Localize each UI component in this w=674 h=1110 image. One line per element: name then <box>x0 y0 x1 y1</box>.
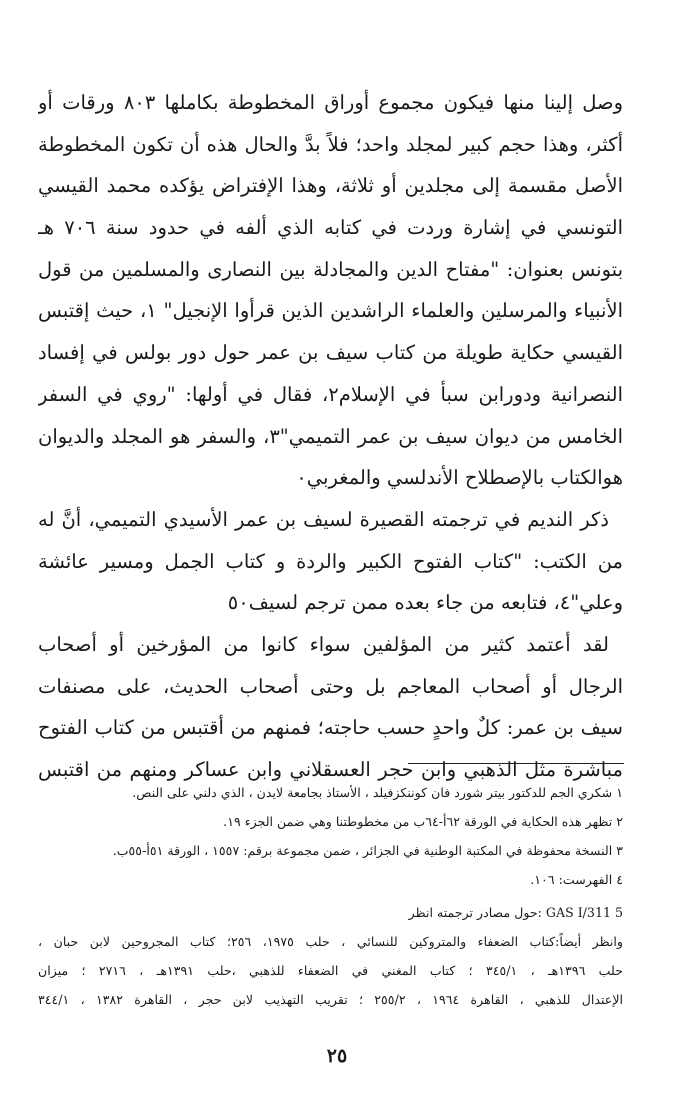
text-line: الرجال أو أصحاب المعاجم بل وحتى أصحاب الحديث، على مصنفات <box>38 674 623 698</box>
footnote-4: ٤ الفهرست: ١٠٦. <box>530 872 623 887</box>
footnote-1: ١ شكري الجم للدكتور بيتر شورد فان كوننكزفيلد ، الأستاذ بجامعة لايدن ، الذي دلني على النص. <box>132 785 623 800</box>
footnote-5-continued: حلب ١٣٩٦هـ ، ٣٤٥/١ ؛ كتاب المغني في الضعفاء للذهبي ،حلب ١٣٩١هـ ، ٢٧١٦ ؛ ميزان <box>38 963 623 978</box>
text-line: النصرانية ودورابن سبأ في الإسلام٢، فقال في أولها: "روي في السفر <box>38 382 623 406</box>
footnote-separator <box>408 763 624 764</box>
footnote-5-continued: وانظر أيضاً:كتاب الضعفاء والمتروكين للنسائي ، حلب ١٩٧٥، ٢٥٦؛ كتاب المجروحين لابن حبان ، <box>38 934 623 949</box>
text-line: بتونس بعنوان: "مفتاح الدين والمجادلة بين النصارى والمسلمين من قول <box>38 257 623 281</box>
text-line: لقد أعتمد كثير من المؤلفين سواء كانوا من المؤرخين أو أصحاب <box>38 632 609 656</box>
footnotes <box>38 778 623 1014</box>
text-line: سيف بن عمر: كلٌ واحدٍ حسب حاجته؛ فمنهم من أقتبس من كتاب الفتوح <box>38 716 623 740</box>
text-line: من الكتب: "كتاب الفتوح الكبير والردة و كتاب الجمل ومسير عائشة <box>38 549 623 573</box>
text-line: أكثر، وهذا حجم كبير لمجلد واحد؛ فلاً بدَّ والحال هذه أن تكون المخطوطة <box>38 132 623 156</box>
text-line: الأنبياء والمرسلين والعلماء الراشدين الذين قرأوا الإنجيل" ١، حيث إقتبس <box>38 299 623 323</box>
text-line: الأصل مقسمة إلى مجلدين أو ثلاثة، وهذا الإفتراض يؤكده محمد القيسي <box>38 174 623 198</box>
footnote-3: ٣ النسخة محفوظة في المكتبة الوطنية في الجزائر ، ضمن مجموعة برقم: ١٥٥٧ ، الورقة ٥١أ-٥٥ب. <box>112 843 623 858</box>
text-line: الخامس من ديوان سيف بن عمر التميمي"٣، والسفر هو المجلد والديوان <box>38 424 623 448</box>
text-line: وعلي"٤، فتابعه من جاء بعده ممن ترجم لسيف٥٠ <box>227 591 623 615</box>
text-line: ذكر النديم في ترجمته القصيرة لسيف بن عمر الأسيدي التميمي، أنَّ له <box>38 507 609 531</box>
page-number: ٢٥ <box>326 1045 348 1067</box>
text-line: مباشرة مثل الذهبي وابن حجر العسقلاني وابن عساكر ومنهم من اقتبس <box>38 758 623 781</box>
text-line: القيسي حكاية طويلة من كتاب سيف بن عمر حول دور بولس في إفساد <box>38 341 623 365</box>
text-line: وصل إلينا منها فيكون مجموع أوراق المخطوطة بكاملها ٨٠٣ ورقات أو <box>38 91 623 114</box>
body-text <box>38 82 623 791</box>
text-line: التونسي في إشارة وردت في كتابه الذي ألفه في حدود سنة ٧٠٦ هـ <box>38 216 623 240</box>
footnote-5-continued: الإعتدال للذهبي ، القاهرة ١٩٦٤ ، ٢٥٥/٢ ؛ تقريب التهذيب لابن حجر ، القاهرة ١٣٨٢ ، ٣٤٤/١ <box>38 992 623 1007</box>
footnote-5: 5 GAS I/311 :حول مصادر ترجمته انظر <box>408 905 623 920</box>
footnote-2: ٢ تظهر هذه الحكاية في الورقة ٦٢أ-٦٤ب من مخطوطتنا وهي ضمن الجزء ١٩. <box>223 814 623 829</box>
text-line: هوالكتاب بالإصطلاح الأندلسي والمغربي٠ <box>296 466 623 490</box>
